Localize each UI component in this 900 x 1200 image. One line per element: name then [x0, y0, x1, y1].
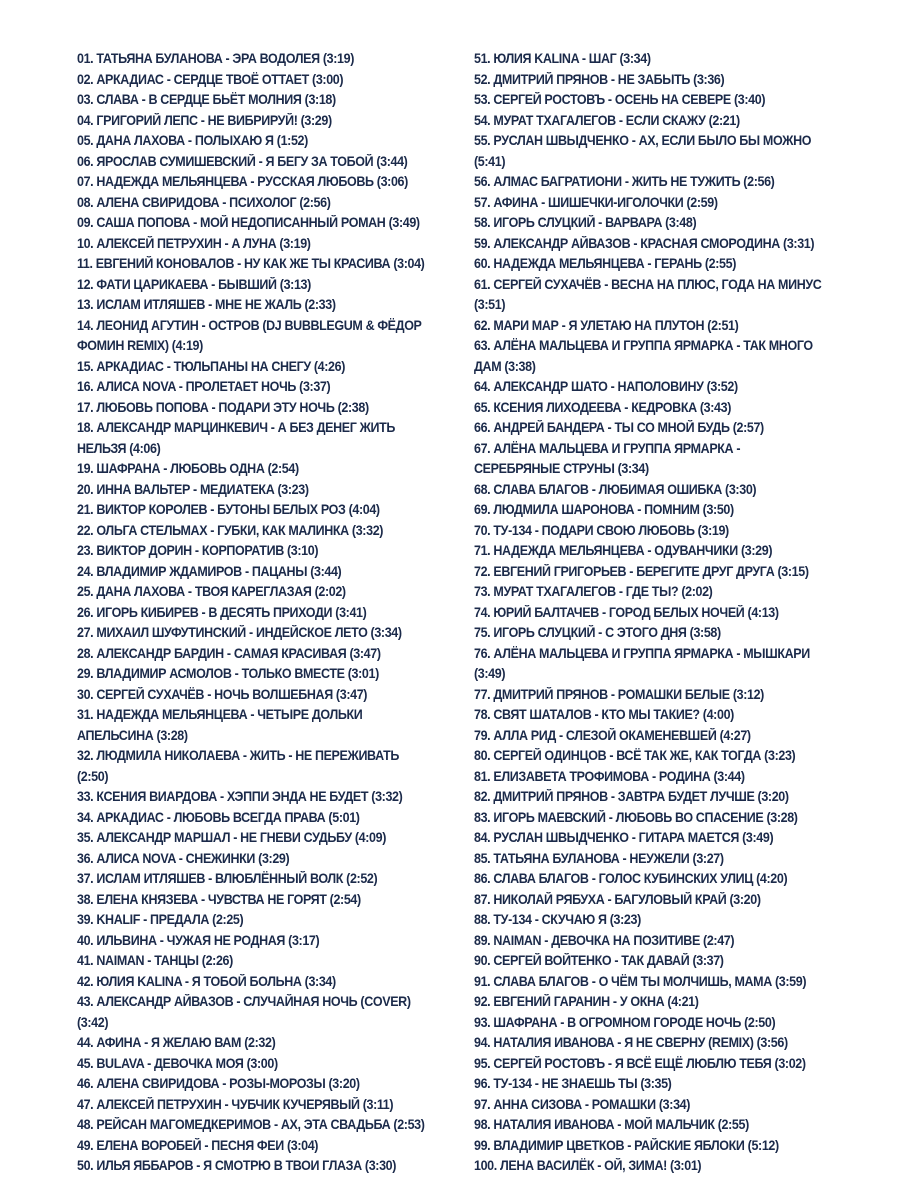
track-item: 76. АЛЁНА МАЛЬЦЕВА И ГРУППА ЯРМАРКА - МЫШКАРИ (3:49) — [474, 645, 810, 681]
track-item: 15. АРКАДИАС - ТЮЛЬПАНЫ НА СНЕГУ (4:26) — [77, 358, 346, 374]
track-item: 29. ВЛАДИМИР АСМОЛОВ - ТОЛЬКО ВМЕСТЕ (3:01) — [77, 666, 379, 681]
track-item: 65. КСЕНИЯ ЛИХОДЕЕВА - КЕДРОВКА (3:43) — [474, 399, 732, 415]
track-item: 60. НАДЕЖДА МЕЛЬЯНЦЕВА - ГЕРАНЬ (2:55) — [474, 256, 737, 271]
track-item: 37. ИСЛАМ ИТЛЯШЕВ - ВЛЮБЛЁННЫЙ ВОЛК (2:52) — [77, 871, 378, 886]
track-item: 58. ИГОРЬ СЛУЦКИЙ - ВАРВАРА (3:48) — [474, 215, 697, 230]
track-item: 22. ОЛЬГА СТЕЛЬМАХ - ГУБКИ, КАК МАЛИНКА (3:32) — [77, 522, 384, 538]
track-item: 35. АЛЕКСАНДР МАРШАЛ - НЕ ГНЕВИ СУДЬБУ (4:09) — [77, 830, 387, 845]
track-item: 14. ЛЕОНИД АГУТИН - ОСТРОВ (DJ BUBBLEGUM & ФЁДОР ФОМИН REMIX) (4:19) — [77, 317, 422, 353]
track-item: 79. АЛЛА РИД - СЛЕЗОЙ ОКАМЕНЕВШЕЙ (4:27) — [474, 727, 751, 743]
track-item: 34. АРКАДИАС - ЛЮБОВЬ ВСЕГДА ПРАВА (5:01) — [77, 809, 360, 825]
track-item: 98. НАТАЛИЯ ИВАНОВА - МОЙ МАЛЬЧИК (2:55) — [474, 1117, 749, 1132]
track-item: 77. ДМИТРИЙ ПРЯНОВ - РОМАШКИ БЕЛЫЕ (3:12) — [474, 686, 764, 702]
track-item: 75. ИГОРЬ СЛУЦКИЙ - С ЭТОГО ДНЯ (3:58) — [474, 625, 721, 640]
track-item: 25. ДАНА ЛАХОВА - ТВОЯ КАРЕГЛАЗАЯ (2:02) — [77, 584, 346, 599]
track-item: 43. АЛЕКСАНДР АЙВАЗОВ - СЛУЧАЙНАЯ НОЧЬ (COVER) (3:42) — [77, 994, 411, 1030]
track-item: 99. ВЛАДИМИР ЦВЕТКОВ - РАЙСКИЕ ЯБЛОКИ (5:12) — [474, 1137, 779, 1153]
track-item: 49. ЕЛЕНА ВОРОБЕЙ - ПЕСНЯ ФЕИ (3:04) — [77, 1137, 319, 1153]
track-item: 51. ЮЛИЯ KALINA - ШАГ (3:34) — [474, 51, 651, 66]
track-item: 06. ЯРОСЛАВ СУМИШЕВСКИЙ - Я БЕГУ ЗА ТОБОЙ (3:44) — [77, 153, 408, 169]
tracklist-right-column — [474, 49, 824, 1177]
track-item: 20. ИННА ВАЛЬТЕР - МЕДИАТЕКА (3:23) — [77, 481, 309, 497]
track-item: 27. МИХАИЛ ШУФУТИНСКИЙ - ИНДЕЙСКОЕ ЛЕТО (3:34) — [77, 625, 402, 640]
track-item: 46. АЛЕНА СВИРИДОВА - РОЗЫ-МОРОЗЫ (3:20) — [77, 1076, 360, 1091]
track-item: 08. АЛЕНА СВИРИДОВА - ПСИХОЛОГ (2:56) — [77, 194, 331, 210]
track-item: 85. ТАТЬЯНА БУЛАНОВА - НЕУЖЕЛИ (3:27) — [474, 850, 724, 866]
track-item: 97. АННА СИЗОВА - РОМАШКИ (3:34) — [474, 1096, 691, 1112]
track-item: 56. АЛМАС БАГРАТИОНИ - ЖИТЬ НЕ ТУЖИТЬ (2:56) — [474, 174, 775, 189]
track-item: 01. ТАТЬЯНА БУЛАНОВА - ЭРА ВОДОЛЕЯ (3:19) — [77, 51, 355, 66]
track-item: 42. ЮЛИЯ KALINA - Я ТОБОЙ БОЛЬНА (3:34) — [77, 973, 336, 989]
track-item: 48. РЕЙСАН МАГОМЕДКЕРИМОВ - АХ, ЭТА СВАДЬБА (2:53) — [77, 1117, 425, 1132]
track-item: 47. АЛЕКСЕЙ ПЕТРУХИН - ЧУБЧИК КУЧЕРЯВЫЙ (3:11) — [77, 1096, 394, 1112]
track-item: 80. СЕРГЕЙ ОДИНЦОВ - ВСЁ ТАК ЖЕ, КАК ТОГДА (3:23) — [474, 748, 796, 763]
track-item: 16. АЛИСА NOVA - ПРОЛЕТАЕТ НОЧЬ (3:37) — [77, 379, 331, 394]
track-item: 88. ТУ-134 - СКУЧАЮ Я (3:23) — [474, 912, 641, 927]
track-item: 72. ЕВГЕНИЙ ГРИГОРЬЕВ - БЕРЕГИТЕ ДРУГ ДРУГА (3:15) — [474, 563, 809, 579]
track-item: 64. АЛЕКСАНДР ШАТО - НАПОЛОВИНУ (3:52) — [474, 379, 738, 394]
track-item: 92. ЕВГЕНИЙ ГАРАНИН - У ОКНА (4:21) — [474, 994, 699, 1009]
track-item: 02. АРКАДИАС - СЕРДЦЕ ТВОЁ ОТТАЕТ (3:00) — [77, 71, 344, 87]
track-item: 81. ЕЛИЗАВЕТА ТРОФИМОВА - РОДИНА (3:44) — [474, 768, 745, 784]
track-item: 30. СЕРГЕЙ СУХАЧЁВ - НОЧЬ ВОЛШЕБНАЯ (3:47) — [77, 686, 368, 702]
track-item: 61. СЕРГЕЙ СУХАЧЁВ - ВЕСНА НА ПЛЮС, ГОДА НА МИНУС (3:51) — [474, 276, 822, 312]
track-item: 26. ИГОРЬ КИБИРЕВ - В ДЕСЯТЬ ПРИХОДИ (3:41) — [77, 604, 367, 620]
track-item: 09. САША ПОПОВА - МОЙ НЕДОПИСАННЫЙ РОМАН (3:49) — [77, 215, 420, 230]
track-item: 04. ГРИГОРИЙ ЛЕПС - НЕ ВИБРИРУЙ! (3:29) — [77, 112, 332, 128]
track-item: 21. ВИКТОР КОРОЛЕВ - БУТОНЫ БЕЛЫХ РОЗ (4:04) — [77, 502, 380, 517]
track-item: 33. КСЕНИЯ ВИАРДОВА - ХЭППИ ЭНДА НЕ БУДЕТ (3:32) — [77, 789, 403, 804]
track-item: 73. МУРАТ ТХАГАЛЕГОВ - ГДЕ ТЫ? (2:02) — [474, 584, 713, 599]
track-item: 59. АЛЕКСАНДР АЙВАЗОВ - КРАСНАЯ СМОРОДИНА (3:31) — [474, 235, 815, 251]
track-item: 39. KHALIF - ПРЕДАЛА (2:25) — [77, 912, 244, 927]
track-item: 96. ТУ-134 - НЕ ЗНАЕШЬ ТЫ (3:35) — [474, 1076, 672, 1091]
track-item: 78. СВЯТ ШАТАЛОВ - КТО МЫ ТАКИЕ? (4:00) — [474, 707, 734, 722]
track-item: 18. АЛЕКСАНДР МАРЦИНКЕВИЧ - А БЕЗ ДЕНЕГ ЖИТЬ НЕЛЬЗЯ (4:06) — [77, 420, 396, 456]
track-item: 10. АЛЕКСЕЙ ПЕТРУХИН - А ЛУНА (3:19) — [77, 235, 311, 251]
track-item: 12. ФАТИ ЦАРИКАЕВА - БЫВШИЙ (3:13) — [77, 276, 311, 292]
track-item: 05. ДАНА ЛАХОВА - ПОЛЫХАЮ Я (1:52) — [77, 133, 308, 148]
track-item: 07. НАДЕЖДА МЕЛЬЯНЦЕВА - РУССКАЯ ЛЮБОВЬ (3:06) — [77, 174, 408, 189]
track-item: 86. СЛАВА БЛАГОВ - ГОЛОС КУБИНСКИХ УЛИЦ (4:20) — [474, 871, 788, 886]
track-item: 40. ИЛЬВИНА - ЧУЖАЯ НЕ РОДНАЯ (3:17) — [77, 932, 320, 948]
track-item: 87. НИКОЛАЙ РЯБУХА - БАГУЛОВЫЙ КРАЙ (3:20) — [474, 891, 761, 907]
track-item: 62. МАРИ МАР - Я УЛЕТАЮ НА ПЛУТОН (2:51) — [474, 317, 739, 333]
track-item: 28. АЛЕКСАНДР БАРДИН - САМАЯ КРАСИВАЯ (3:47) — [77, 645, 381, 661]
track-item: 82. ДМИТРИЙ ПРЯНОВ - ЗАВТРА БУДЕТ ЛУЧШЕ (3:20) — [474, 789, 789, 804]
track-item: 13. ИСЛАМ ИТЛЯШЕВ - МНЕ НЕ ЖАЛЬ (2:33) — [77, 297, 336, 312]
track-item: 91. СЛАВА БЛАГОВ - О ЧЁМ ТЫ МОЛЧИШЬ, МАМА (3:59) — [474, 973, 807, 989]
track-item: 17. ЛЮБОВЬ ПОПОВА - ПОДАРИ ЭТУ НОЧЬ (2:38) — [77, 399, 369, 415]
track-item: 41. NAIMAN - ТАНЦЫ (2:26) — [77, 953, 233, 968]
track-item: 63. АЛЁНА МАЛЬЦЕВА И ГРУППА ЯРМАРКА - ТАК МНОГО ДАМ (3:38) — [474, 338, 813, 374]
track-item: 100. ЛЕНА ВАСИЛЁК - ОЙ, ЗИМА! (3:01) — [474, 1158, 702, 1173]
track-item: 83. ИГОРЬ МАЕВСКИЙ - ЛЮБОВЬ ВО СПАСЕНИЕ (3:28) — [474, 809, 798, 825]
track-item: 23. ВИКТОР ДОРИН - КОРПОРАТИВ (3:10) — [77, 543, 319, 558]
track-item: 50. ИЛЬЯ ЯББАРОВ - Я СМОТРЮ В ТВОИ ГЛАЗА (3:30) — [77, 1158, 397, 1173]
track-item: 44. АФИНА - Я ЖЕЛАЮ ВАМ (2:32) — [77, 1035, 276, 1050]
track-item: 70. ТУ-134 - ПОДАРИ СВОЮ ЛЮБОВЬ (3:19) — [474, 522, 729, 538]
track-item: 67. АЛЁНА МАЛЬЦЕВА И ГРУППА ЯРМАРКА - СЕРЕБРЯНЫЕ СТРУНЫ (3:34) — [474, 440, 741, 476]
track-item: 90. СЕРГЕЙ ВОЙТЕНКО - ТАК ДАВАЙ (3:37) — [474, 953, 724, 968]
track-item: 84. РУСЛАН ШВЫДЧЕНКО - ГИТАРА МАЕТСЯ (3:49) — [474, 830, 774, 845]
track-item: 36. АЛИСА NOVA - СНЕЖИНКИ (3:29) — [77, 850, 290, 866]
track-item: 68. СЛАВА БЛАГОВ - ЛЮБИМАЯ ОШИБКА (3:30) — [474, 481, 757, 497]
track-item: 55. РУСЛАН ШВЫДЧЕНКО - АХ, ЕСЛИ БЫЛО БЫ МОЖНО (5:41) — [474, 133, 812, 169]
track-item: 45. BULAVA - ДЕВОЧКА МОЯ (3:00) — [77, 1055, 278, 1071]
track-item: 11. ЕВГЕНИЙ КОНОВАЛОВ - НУ КАК ЖЕ ТЫ КРАСИВА (3:04) — [77, 256, 425, 271]
track-item: 74. ЮРИЙ БАЛТАЧЕВ - ГОРОД БЕЛЫХ НОЧЕЙ (4:13) — [474, 604, 779, 620]
tracklist-left-column — [77, 49, 432, 1177]
track-item: 95. СЕРГЕЙ РОСТОВЪ - Я ВСЁ ЕЩЁ ЛЮБЛЮ ТЕБЯ (3:02) — [474, 1055, 806, 1071]
track-item: 69. ЛЮДМИЛА ШАРОНОВА - ПОМНИМ (3:50) — [474, 502, 734, 517]
track-item: 53. СЕРГЕЙ РОСТОВЪ - ОСЕНЬ НА СЕВЕРЕ (3:40) — [474, 92, 766, 107]
track-item: 54. МУРАТ ТХАГАЛЕГОВ - ЕСЛИ СКАЖУ (2:21) — [474, 112, 740, 128]
track-item: 52. ДМИТРИЙ ПРЯНОВ - НЕ ЗАБЫТЬ (3:36) — [474, 71, 725, 87]
track-item: 57. АФИНА - ШИШЕЧКИ-ИГОЛОЧКИ (2:59) — [474, 194, 718, 210]
track-item: 71. НАДЕЖДА МЕЛЬЯНЦЕВА - ОДУВАНЧИКИ (3:29) — [474, 543, 773, 558]
track-item: 66. АНДРЕЙ БАНДЕРА - ТЫ СО МНОЙ БУДЬ (2:57) — [474, 420, 764, 435]
track-item: 24. ВЛАДИМИР ЖДАМИРОВ - ПАЦАНЫ (3:44) — [77, 563, 342, 579]
track-item: 89. NAIMAN - ДЕВОЧКА НА ПОЗИТИВЕ (2:47) — [474, 932, 735, 948]
track-item: 31. НАДЕЖДА МЕЛЬЯНЦЕВА - ЧЕТЫРЕ ДОЛЬКИ АПЕЛЬСИНА (3:28) — [77, 707, 363, 743]
track-item: 19. ШАФРАНА - ЛЮБОВЬ ОДНА (2:54) — [77, 461, 299, 476]
track-item: 94. НАТАЛИЯ ИВАНОВА - Я НЕ СВЕРНУ (REMIX) (3:56) — [474, 1035, 788, 1050]
track-item: 38. ЕЛЕНА КНЯЗЕВА - ЧУВСТВА НЕ ГОРЯТ (2:54) — [77, 891, 361, 907]
track-item: 93. ШАФРАНА - В ОГРОМНОМ ГОРОДЕ НОЧЬ (2:50) — [474, 1014, 776, 1030]
track-item: 03. СЛАВА - В СЕРДЦЕ БЬЁТ МОЛНИЯ (3:18) — [77, 92, 336, 107]
track-item: 32. ЛЮДМИЛА НИКОЛАЕВА - ЖИТЬ - НЕ ПЕРЕЖИВАТЬ (2:50) — [77, 748, 400, 784]
